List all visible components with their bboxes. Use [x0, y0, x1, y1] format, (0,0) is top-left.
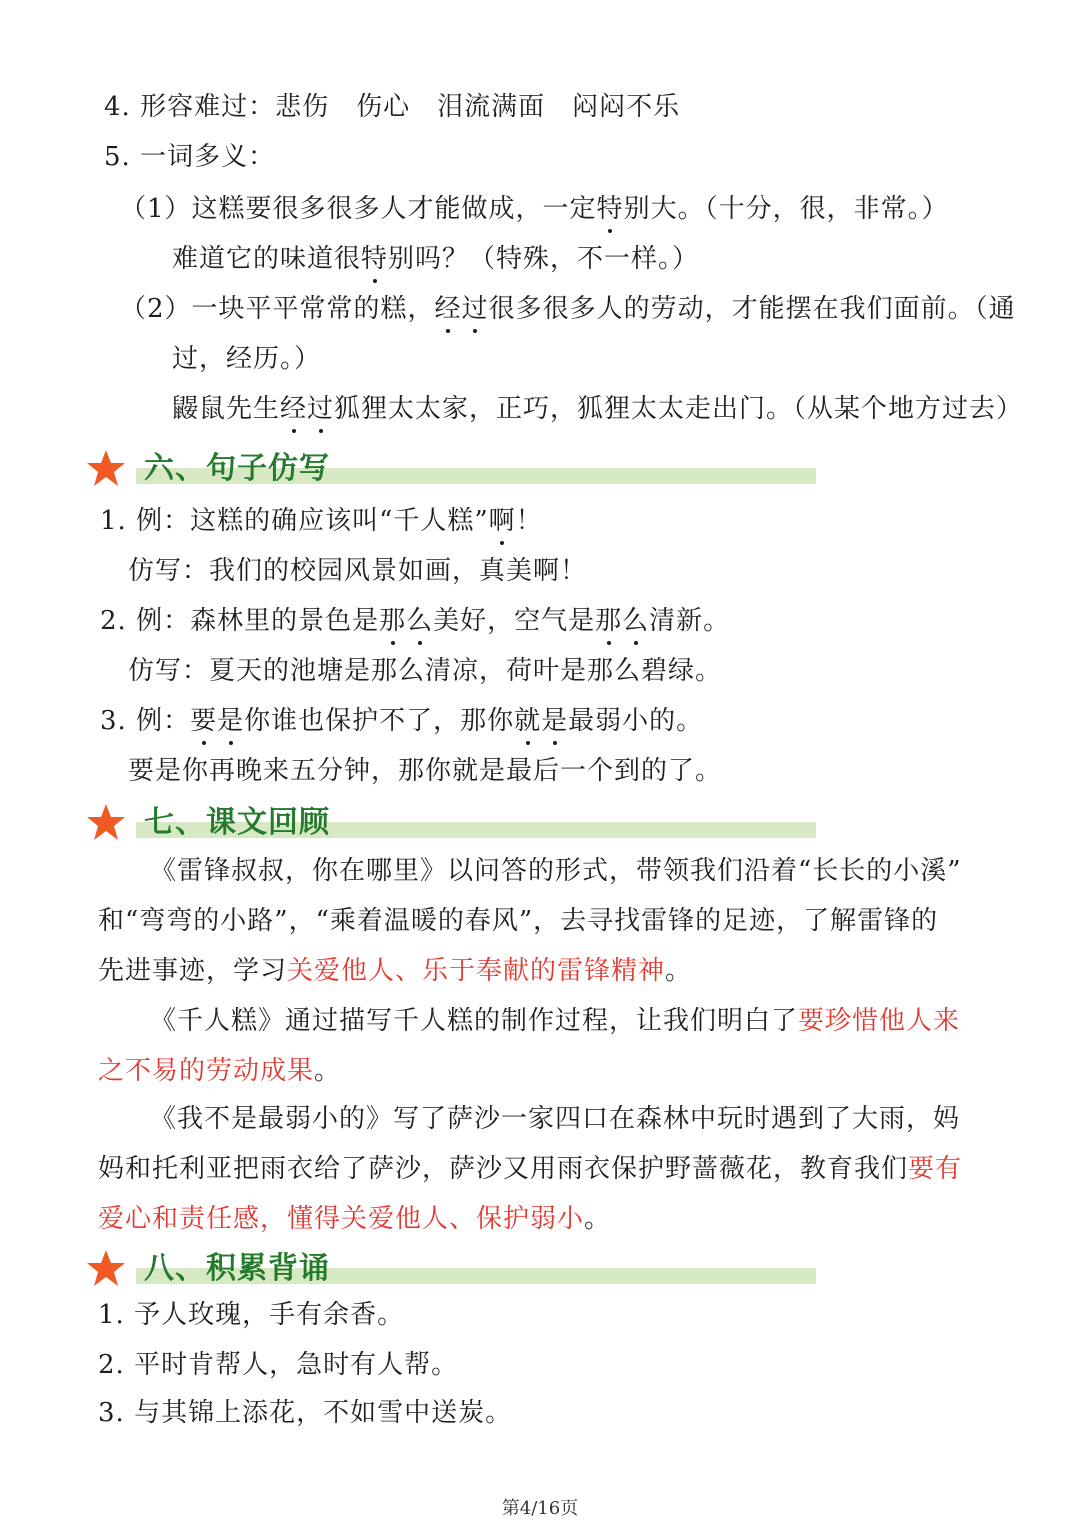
section-title: 八、积累背诵 — [144, 1251, 330, 1286]
text-segment: 1. 予人玫瑰，手有余香。 — [98, 1300, 405, 1330]
highlight-text: 要有 — [908, 1154, 963, 1184]
highlight-text: 要珍惜他人来 — [798, 1006, 961, 1036]
text-segment: 最弱小的。 — [568, 706, 704, 736]
text-line — [150, 1102, 960, 1136]
text-segment: 别大。（十分，很，非常。） — [623, 194, 949, 224]
text-line — [172, 342, 321, 376]
text-segment: 4. 形容难过：悲伤 伤心 泪流满面 闷闷不乐 — [104, 92, 681, 122]
text-segment: 《我不是最弱小的》写了萨沙一家四口在森林中玩时遇到了大雨，妈 — [150, 1104, 961, 1134]
text-line — [128, 754, 722, 788]
star-icon — [86, 448, 126, 488]
text-line — [172, 392, 1023, 426]
text-segment: 过，经历。） — [172, 344, 322, 374]
text-line — [98, 954, 692, 988]
text-segment: 先进事迹，学习 — [98, 956, 288, 986]
text-line — [150, 1004, 960, 1038]
text-segment: ！ — [515, 506, 543, 536]
emphasized-char: 是 — [541, 706, 569, 736]
star-icon — [86, 1248, 126, 1288]
text-line — [100, 704, 703, 738]
text-line — [128, 654, 722, 688]
highlight-text: 爱心和责任感，懂得关爱他人、保护弱小 — [98, 1204, 585, 1234]
emphasized-char: 过 — [461, 294, 489, 324]
text-segment: 妈和托利亚把雨衣给了萨沙，萨沙又用雨衣保护野蔷薇花，教育我们 — [98, 1154, 909, 1184]
text-segment: 和“弯弯的小路”，“乘着温暖的春风”，去寻找雷锋的足迹，了解雷锋的 — [98, 906, 939, 936]
section-header-6 — [86, 446, 816, 492]
text-segment: 1. 例：这糕的确应该叫“千人糕” — [100, 506, 489, 536]
text-segment: 《雷锋叔叔，你在哪里》以问答的形式，带领我们沿着“长长的小溪” — [150, 856, 962, 886]
text-line — [120, 192, 949, 226]
text-segment: 。 — [584, 1204, 612, 1234]
text-segment: 狐狸太太家，正巧，狐狸太太走出门。（从某个地方过去） — [334, 394, 1024, 424]
text-line — [98, 1348, 458, 1382]
section-header-7 — [86, 800, 816, 846]
text-segment: 美好，空气是 — [433, 606, 596, 636]
section-title: 六、句子仿写 — [144, 451, 330, 486]
text-segment: 鼹鼠先生 — [172, 394, 281, 424]
page-number: 第4/16页 — [501, 1498, 579, 1519]
emphasized-char: 经 — [434, 294, 462, 324]
text-segment: 2. 平时肯帮人，急时有人帮。 — [98, 1350, 459, 1380]
text-segment: 你谁也保护不了，那你 — [244, 706, 515, 736]
text-line — [98, 1152, 962, 1186]
text-line — [172, 242, 699, 276]
text-line — [104, 140, 275, 174]
emphasized-char: 特 — [596, 194, 624, 224]
emphasized-char: 过 — [307, 394, 335, 424]
text-line — [128, 554, 587, 588]
text-line — [98, 904, 938, 938]
text-segment: 《千人糕》通过描写千人糕的制作过程，让我们明白了 — [150, 1006, 799, 1036]
text-segment: 5. 一词多义： — [104, 142, 276, 172]
emphasized-char: 特 — [361, 244, 389, 274]
text-segment: 别吗？（特殊，不一样。） — [388, 244, 700, 274]
text-line — [100, 604, 730, 638]
emphasized-char: 那 — [379, 606, 407, 636]
star-icon — [86, 802, 126, 842]
text-segment: 。 — [665, 956, 693, 986]
emphasized-char: 么 — [622, 606, 650, 636]
text-segment: 3. 与其锦上添花，不如雪中送炭。 — [98, 1398, 513, 1428]
text-line — [98, 1054, 341, 1088]
emphasized-char: 经 — [280, 394, 308, 424]
highlight-text: 之不易的劳动成果 — [98, 1056, 315, 1086]
text-segment: 要是你再晚来五分钟，那你就是最后一个到的了。 — [128, 756, 723, 786]
text-line — [98, 1298, 404, 1332]
text-segment: 。 — [314, 1056, 342, 1086]
text-line — [150, 854, 962, 888]
text-segment: （2）一块平平常常的糕， — [120, 294, 435, 324]
section-header-8 — [86, 1246, 816, 1292]
section-title: 七、课文回顾 — [144, 805, 330, 840]
text-segment: 仿写：夏天的池塘是那么清凉，荷叶是那么碧绿。 — [128, 656, 723, 686]
text-line — [100, 504, 543, 538]
text-segment: 3. 例： — [100, 706, 191, 736]
emphasized-char: 要 — [190, 706, 218, 736]
text-segment: 很多很多人的劳动，才能摆在我们面前。（通 — [488, 294, 1016, 324]
text-segment: 清新。 — [649, 606, 731, 636]
text-line — [98, 1202, 611, 1236]
text-segment: 2. 例：森林里的景色是 — [100, 606, 380, 636]
text-line — [120, 292, 1016, 326]
highlight-text: 关爱他人、乐于奉献的雷锋精神 — [287, 956, 666, 986]
emphasized-char: 那 — [595, 606, 623, 636]
emphasized-char: 就 — [514, 706, 542, 736]
text-segment: （1）这糕要很多很多人才能做成，一定 — [120, 194, 597, 224]
text-segment: 仿写：我们的校园风景如画，真美啊！ — [128, 556, 588, 586]
text-segment: 难道它的味道很 — [172, 244, 362, 274]
text-line — [104, 90, 680, 124]
text-line — [98, 1396, 512, 1430]
emphasized-char: 啊 — [488, 506, 516, 536]
emphasized-char: 是 — [217, 706, 245, 736]
emphasized-char: 么 — [406, 606, 434, 636]
